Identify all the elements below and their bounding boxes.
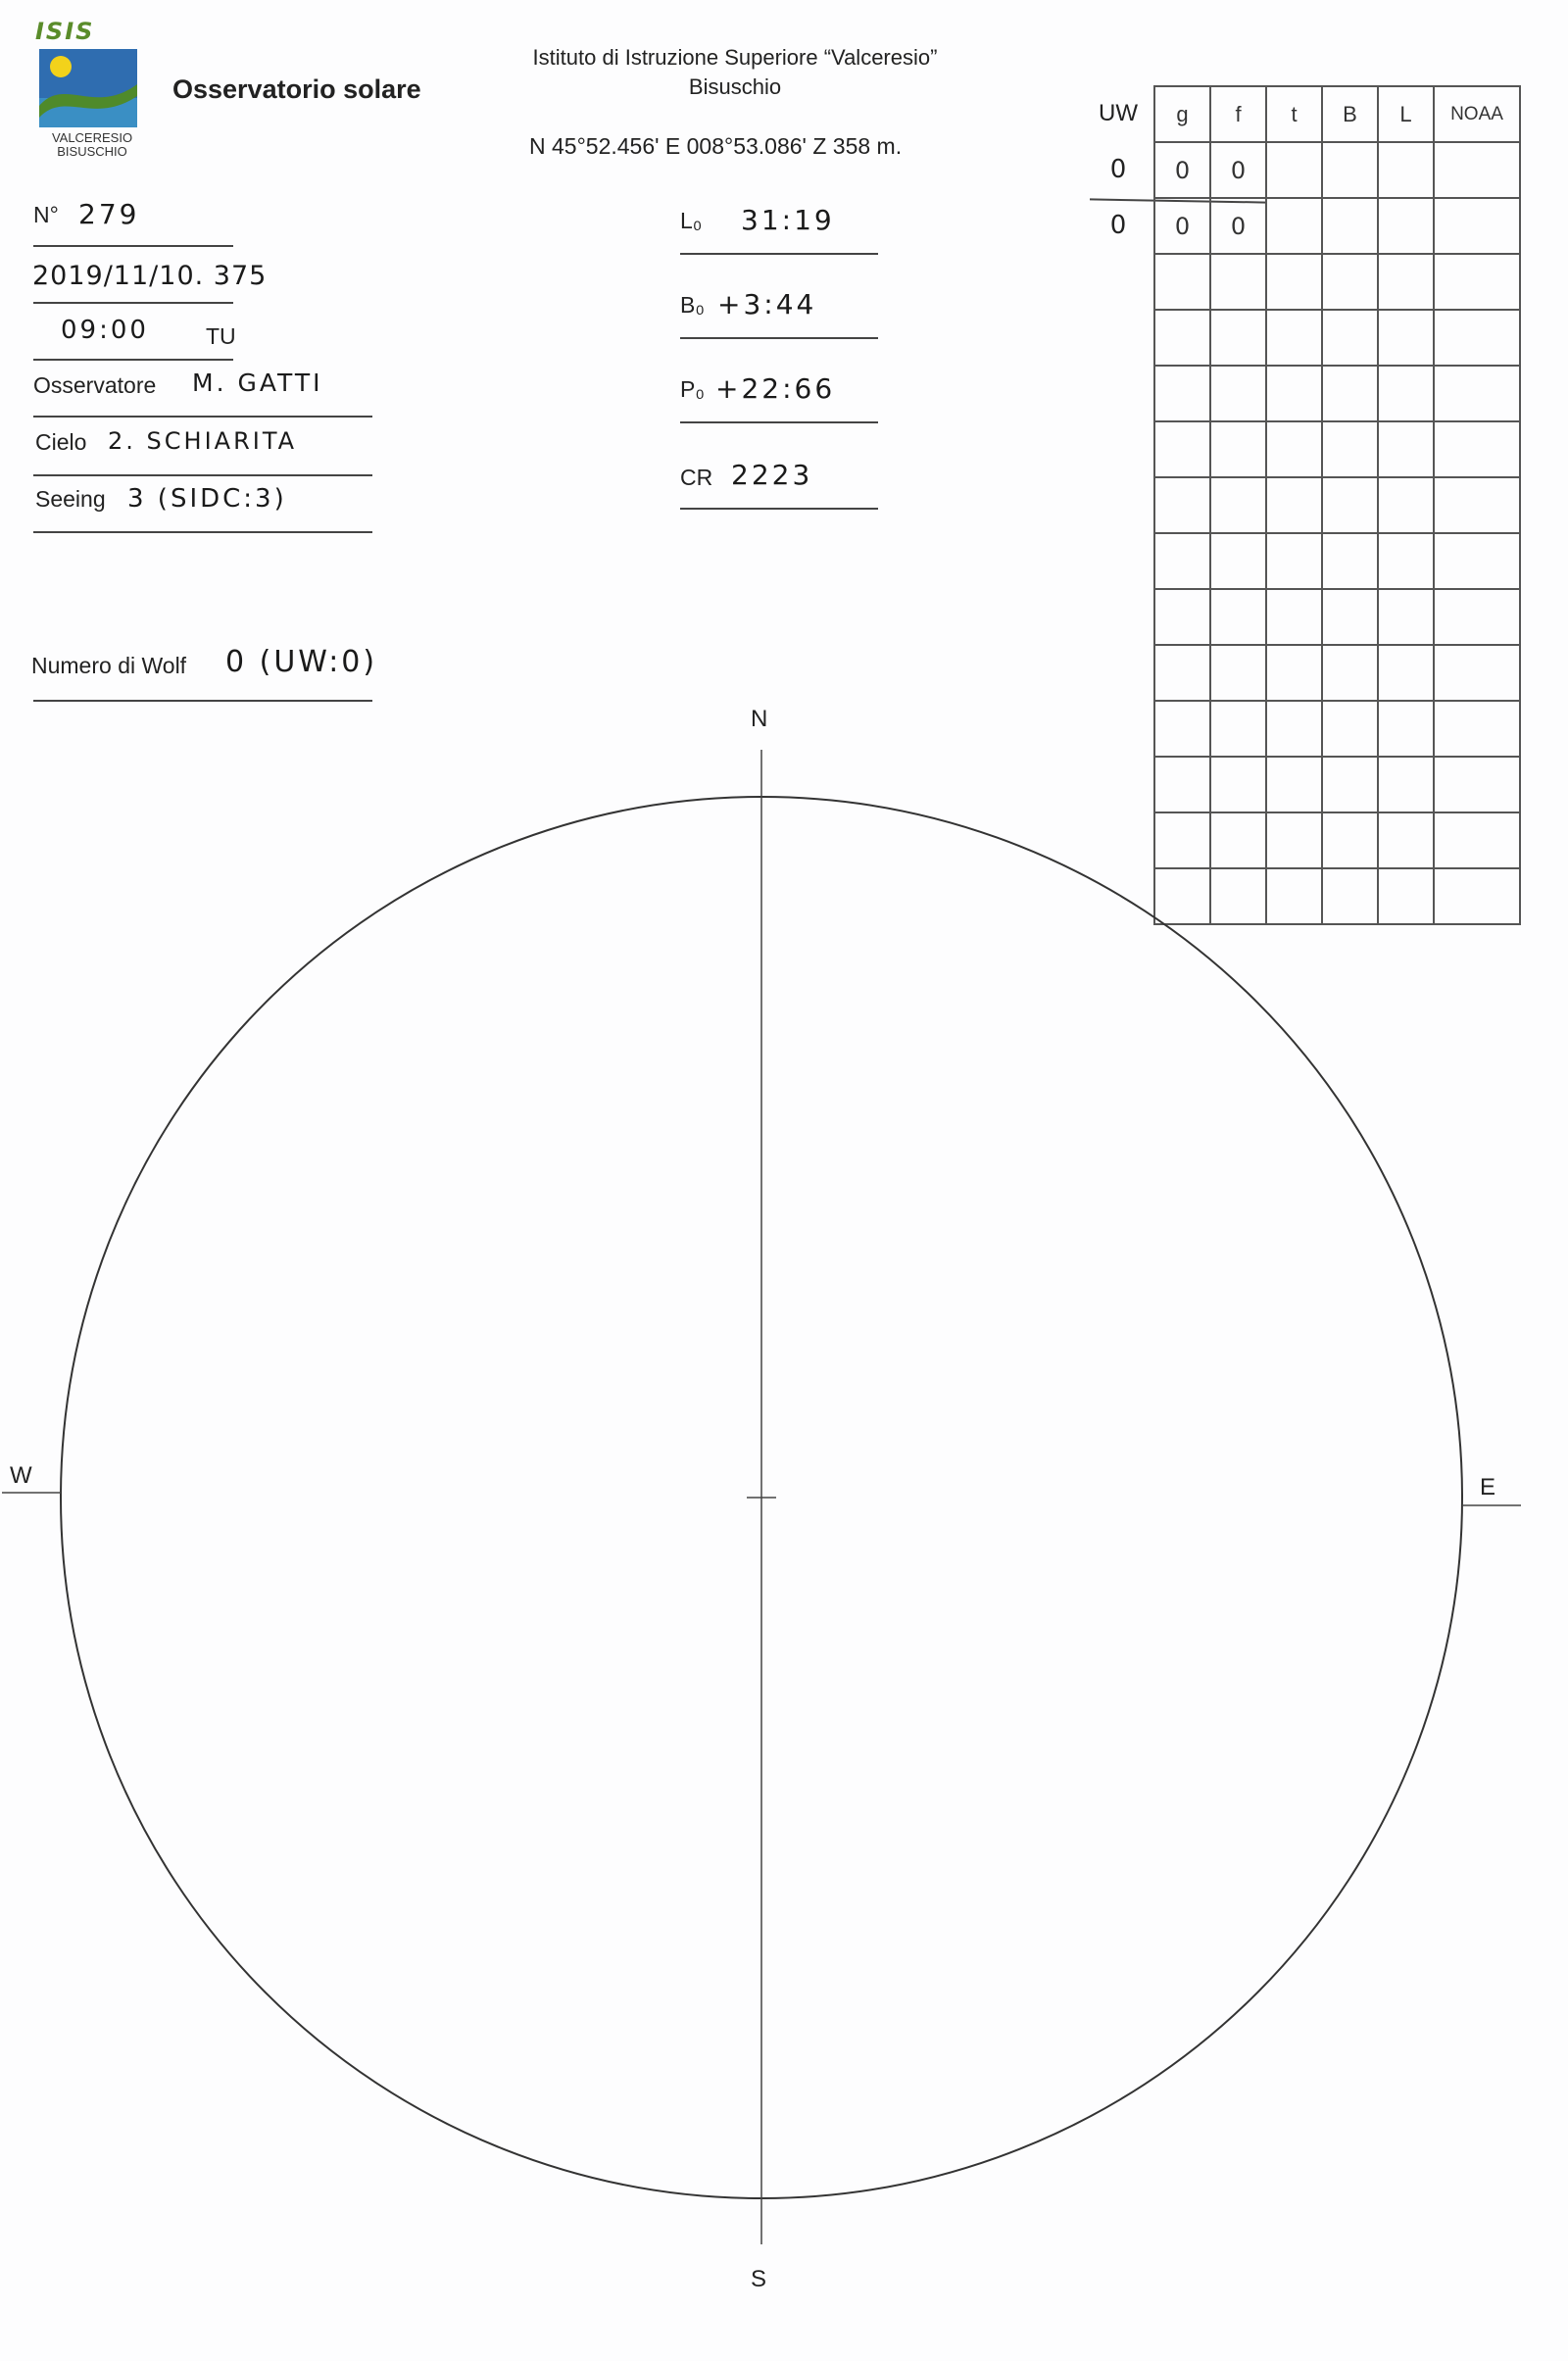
table-row <box>1154 142 1520 198</box>
p0-rule <box>680 421 878 423</box>
number-rule <box>33 245 233 247</box>
table-cell <box>1266 477 1322 533</box>
table-cell <box>1154 477 1210 533</box>
table-cell <box>1266 366 1322 421</box>
table-cell <box>1378 477 1434 533</box>
cr-rule <box>680 508 878 510</box>
table-cell <box>1210 366 1266 421</box>
l0-label: L₀ <box>680 208 703 233</box>
table-row <box>1154 310 1520 366</box>
table-cell <box>1154 533 1210 589</box>
table-cell <box>1378 310 1434 366</box>
coordinates: N 45°52.456' E 008°53.086' Z 358 m. <box>529 133 903 159</box>
table-cell <box>1378 198 1434 254</box>
cr-value: 2223 <box>731 459 813 491</box>
logo-emblem <box>35 47 143 131</box>
table-cell <box>1378 533 1434 589</box>
table-cell <box>1210 589 1266 645</box>
institute-town: Bisuschio <box>688 74 782 99</box>
page-title: Osservatorio solare <box>172 74 421 104</box>
table-row <box>1154 254 1520 310</box>
table-cell <box>1322 254 1378 310</box>
seeing-value: 3 (SIDC:3) <box>127 484 287 514</box>
isis-logo <box>35 18 149 159</box>
table-row <box>1154 198 1520 254</box>
solar-disk-drawing <box>0 686 1568 2361</box>
table-cell <box>1210 254 1266 310</box>
observer-label: Osservatore <box>33 372 157 398</box>
table-cell <box>1378 421 1434 477</box>
table-cell <box>1266 198 1322 254</box>
observer-value: M. GATTI <box>192 369 323 397</box>
cr-label: CR <box>680 465 713 490</box>
table-cell <box>1266 142 1322 198</box>
table-cell <box>1434 310 1520 366</box>
table-row <box>1154 421 1520 477</box>
table-cell <box>1210 533 1266 589</box>
table-cell: 0 <box>1210 198 1266 254</box>
table-cell <box>1322 477 1378 533</box>
date-rule <box>33 302 233 304</box>
header-l: L <box>1378 86 1434 142</box>
header-t: t <box>1266 86 1322 142</box>
header-b: B <box>1322 86 1378 142</box>
table-cell <box>1154 254 1210 310</box>
table-cell <box>1266 589 1322 645</box>
table-header-row <box>1154 86 1520 142</box>
observer-rule <box>33 416 372 418</box>
table-cell: 0 <box>1210 142 1266 198</box>
north-label: N <box>751 706 768 732</box>
table-cell <box>1266 421 1322 477</box>
table-cell <box>1266 533 1322 589</box>
table-cell <box>1210 421 1266 477</box>
table-cell <box>1154 589 1210 645</box>
table-cell <box>1434 589 1520 645</box>
table-cell <box>1322 310 1378 366</box>
table-row <box>1154 589 1520 645</box>
logo-sub-2: BISUSCHIO <box>57 144 127 159</box>
table-cell <box>1378 589 1434 645</box>
header-f: f <box>1210 86 1266 142</box>
l0-rule <box>680 253 878 255</box>
sky-rule <box>33 474 372 476</box>
table-cell <box>1434 198 1520 254</box>
table-cell <box>1434 477 1520 533</box>
wolf-label: Numero di Wolf <box>31 653 187 678</box>
header-g: g <box>1154 86 1210 142</box>
b0-rule <box>680 337 878 339</box>
table-cell <box>1266 310 1322 366</box>
time-unit: TU <box>206 323 236 349</box>
seeing-rule <box>33 531 372 533</box>
table-cell <box>1322 198 1378 254</box>
table-row <box>1154 477 1520 533</box>
table-cell <box>1154 421 1210 477</box>
sky-label: Cielo <box>35 429 87 455</box>
table-cell <box>1154 310 1210 366</box>
table-cell <box>1322 421 1378 477</box>
uw-value-1: 0 <box>1109 154 1127 184</box>
table-cell <box>1434 366 1520 421</box>
table-cell: 0 <box>1154 198 1210 254</box>
table-row <box>1154 366 1520 421</box>
table-cell <box>1434 142 1520 198</box>
l0-value: 31:19 <box>741 204 835 236</box>
table-cell <box>1434 254 1520 310</box>
table-cell <box>1154 366 1210 421</box>
logo-sub-1: VALCERESIO <box>51 130 133 145</box>
table-cell <box>1322 366 1378 421</box>
number-label: N° <box>33 202 59 227</box>
south-label: S <box>751 2266 767 2292</box>
uw-value-2: 0 <box>1109 210 1127 240</box>
table-cell <box>1378 366 1434 421</box>
table-cell <box>1322 533 1378 589</box>
table-row <box>1154 533 1520 589</box>
number-value: 279 <box>78 198 140 230</box>
table-cell: 0 <box>1154 142 1210 198</box>
table-cell <box>1434 533 1520 589</box>
table-cell <box>1378 254 1434 310</box>
p0-value: +22:66 <box>715 372 836 405</box>
uw-column <box>1086 85 1151 253</box>
table-cell <box>1322 142 1378 198</box>
time-value: 09:00 <box>61 316 149 345</box>
east-label: E <box>1480 1474 1496 1500</box>
logo-text: ISIS <box>35 18 95 45</box>
institute-name: Istituto di Istruzione Superiore “Valceresio” <box>532 45 938 70</box>
seeing-label: Seeing <box>35 486 106 512</box>
table-cell <box>1210 477 1266 533</box>
table-cell <box>1266 254 1322 310</box>
time-rule <box>33 359 233 361</box>
wolf-value: 0 (UW:0) <box>225 645 378 679</box>
table-cell <box>1378 142 1434 198</box>
b0-label: B₀ <box>680 292 705 318</box>
sky-value: 2. SCHIARITA <box>108 427 298 455</box>
table-cell <box>1322 589 1378 645</box>
b0-value: +3:44 <box>717 288 817 320</box>
header-noaa: NOAA <box>1434 86 1520 142</box>
uw-header: UW <box>1099 99 1138 126</box>
date-value: 2019/11/10. 375 <box>32 261 268 291</box>
table-cell <box>1210 310 1266 366</box>
west-label: W <box>10 1462 32 1489</box>
table-cell <box>1434 421 1520 477</box>
p0-label: P₀ <box>680 376 705 402</box>
